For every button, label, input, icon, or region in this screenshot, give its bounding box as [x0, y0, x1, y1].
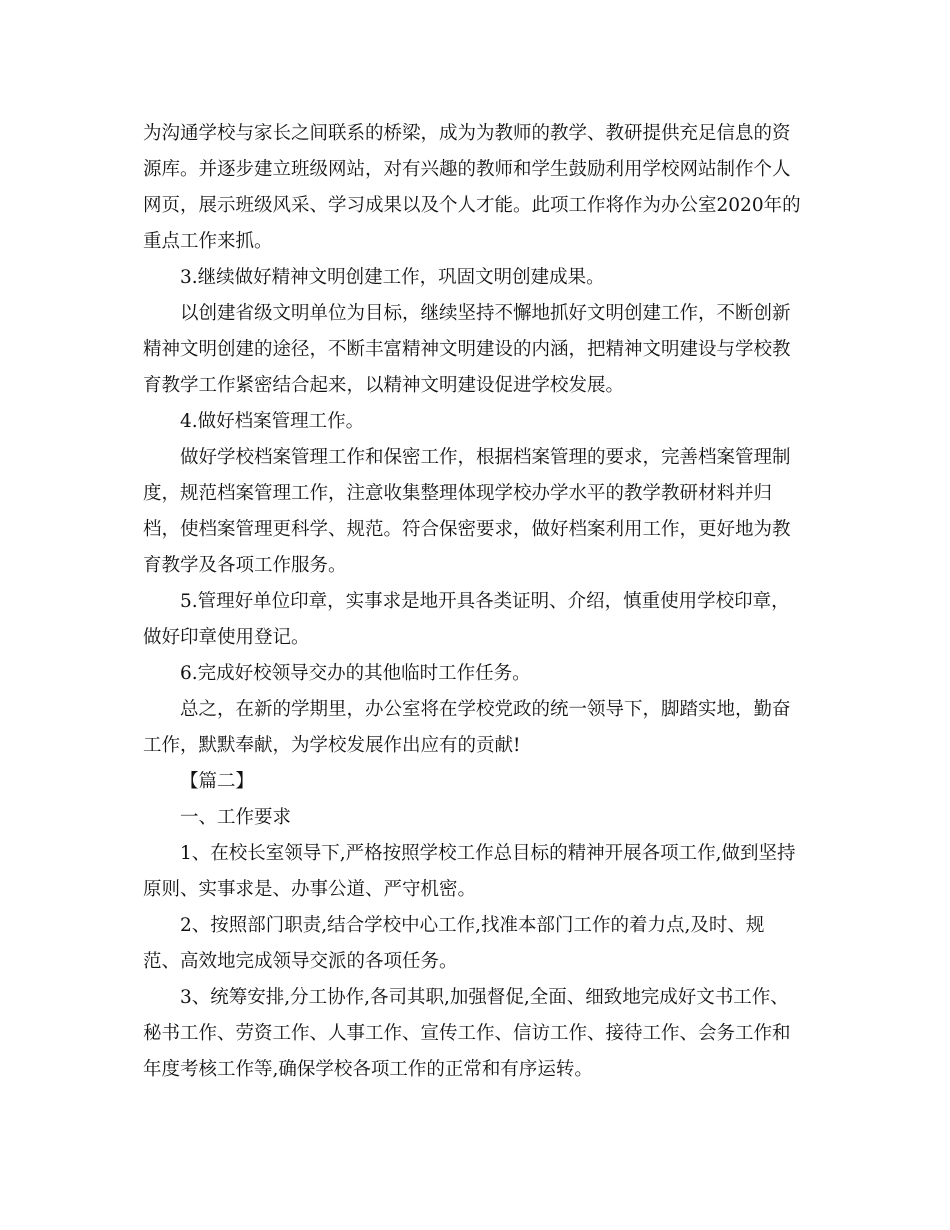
text-line: 为沟通学校与家长之间联系的桥梁，成为为教师的教学、教研提供充足信息的资 [143, 123, 791, 144]
text-line: 3、统筹安排,分工协作,各司其职,加强督促,全面、细致地完成好文书工作、 [180, 987, 789, 1008]
text-line: 秘书工作、劳资工作、人事工作、宣传工作、信访工作、接待工作、会务工作和 [143, 1023, 791, 1044]
text-line: 年度考核工作等,确保学校各项工作的正常和有序运转。 [143, 1059, 593, 1080]
text-line: 重点工作来抓。 [143, 231, 273, 252]
text-line: 总之，在新的学期里，办公室将在学校党政的统一领导下，脚踏实地，勤奋 [180, 699, 791, 720]
text-line: 精神文明创建的途径，不断丰富精神文明建设的内涵，把精神文明建设与学校教 [143, 339, 791, 360]
text-line: 度，规范档案管理工作，注意收集整理体现学校办学水平的教学教研材料并归 [143, 483, 773, 504]
text-line: 2、按照部门职责,结合学校中心工作,找准本部门工作的着力点,及时、规 [180, 915, 765, 936]
text-line: 3.继续做好精神文明创建工作，巩固文明创建成果。 [180, 267, 605, 288]
text-line: 育教学及各项工作服务。 [143, 555, 347, 576]
text-line: 源库。并逐步建立班级网站，对有兴趣的教师和学生鼓励利用学校网站制作个人 [143, 159, 791, 180]
text-line: 范、高效地完成领导交派的各项任务。 [143, 951, 458, 972]
text-line: 原则、实事求是、办事公道、严守机密。 [143, 879, 477, 900]
text-line: 5.管理好单位印章，实事求是地开具各类证明、介绍，慎重使用学校印章， [180, 591, 790, 612]
text-line: 一、工作要求 [180, 807, 292, 828]
text-line: 网页，展示班级风采、学习成果以及个人才能。此项工作将作为办公室2020年的 [143, 195, 801, 216]
text-line: 1、在校长室领导下,严格按照学校工作总目标的精神开展各项工作,做到坚持 [180, 843, 796, 864]
text-line: 4.做好档案管理工作。 [180, 411, 365, 432]
text-line: 做好学校档案管理工作和保密工作，根据档案管理的要求，完善档案管理制 [180, 447, 791, 468]
text-line: 工作，默默奉献，为学校发展作出应有的贡献! [143, 735, 521, 756]
text-line: 以创建省级文明单位为目标，继续坚持不懈地抓好文明创建工作，不断创新 [180, 303, 791, 324]
text-line: 档，使档案管理更科学、规范。符合保密要求，做好档案利用工作，更好地为教 [143, 519, 791, 540]
text-line: 做好印章使用登记。 [143, 627, 310, 648]
text-line: 育教学工作紧密结合起来，以精神文明建设促进学校发展。 [143, 375, 625, 396]
text-line: 【篇二】 [180, 771, 255, 792]
text-line: 6.完成好校领导交办的其他临时工作任务。 [180, 663, 531, 684]
